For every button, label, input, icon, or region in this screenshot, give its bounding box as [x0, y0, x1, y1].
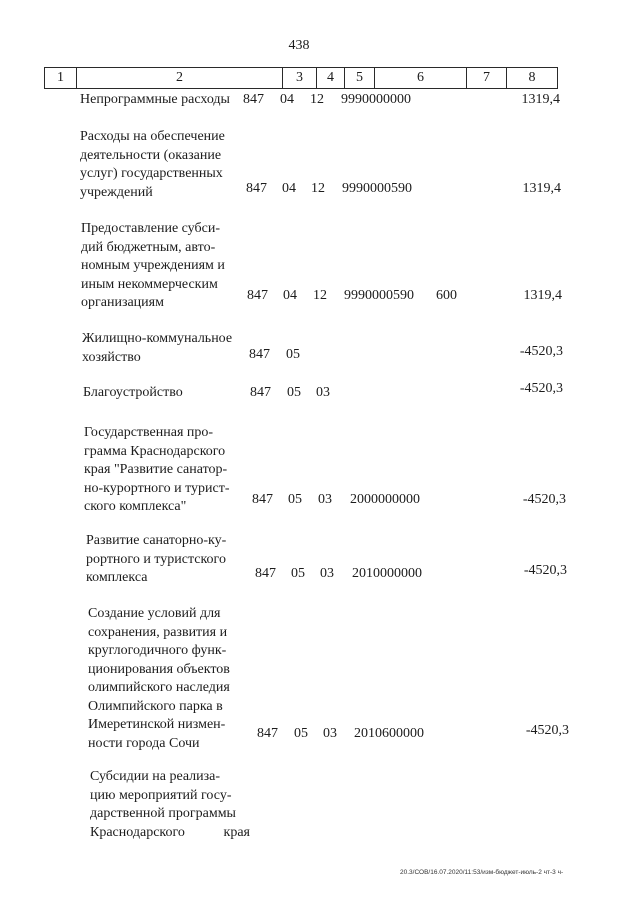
- target-code: 2010600000: [354, 726, 424, 741]
- row-name-line: Непрограммные расходы: [80, 92, 230, 107]
- ministry-code: 847: [255, 566, 276, 581]
- subsection-code: 03: [316, 385, 330, 400]
- amount: -4520,3: [522, 492, 566, 507]
- ministry-code: 847: [257, 726, 278, 741]
- expense-type-code: 600: [436, 288, 457, 303]
- row-name-line: номным учреждениям и: [81, 258, 225, 273]
- section-code: 04: [283, 288, 297, 303]
- row-name-line: ности города Сочи: [88, 735, 200, 751]
- row-name: [86, 532, 247, 588]
- target-code: 2000000000: [350, 492, 420, 507]
- target-code: 9990000590: [344, 288, 414, 303]
- row-name-line: дарственной программы: [90, 806, 236, 821]
- row-name-line: грамма Краснодарского: [84, 443, 226, 459]
- section-code: 05: [291, 566, 305, 581]
- row-name: [80, 91, 240, 110]
- footer-file-stamp: 20.3/СОВ/16.07.2020/11:53/изм-бюджет-июль-2 чт-3 ч-: [400, 869, 564, 876]
- amount: 1319,4: [523, 288, 562, 303]
- column-header-8: 8: [528, 70, 536, 85]
- row-name-line: края "Развитие санатор-: [84, 462, 228, 477]
- row-name-line: олимпийского наследия: [88, 680, 230, 695]
- column-header-3: 3: [283, 68, 317, 88]
- section-code: 05: [286, 347, 300, 362]
- section-code: 04: [280, 92, 294, 107]
- row-name-line: сохранения, развития и: [88, 624, 228, 640]
- amount: -4520,3: [519, 344, 563, 359]
- row-name-line: услуг) государственных: [80, 166, 223, 181]
- row-name-line: Имеретинской низмен-: [88, 717, 226, 732]
- row-name-line: ского комплекса": [84, 499, 187, 514]
- ministry-code: 847: [250, 385, 271, 400]
- row-name: [82, 330, 242, 367]
- ministry-code: 847: [246, 181, 267, 196]
- row-name-line: Расходы на обеспечение: [80, 129, 225, 144]
- target-code: 9990000000: [341, 92, 411, 107]
- section-code: 05: [288, 492, 302, 507]
- row-name-line: Государственная про-: [84, 425, 214, 440]
- row-name-line: дий бюджетным, авто-: [81, 239, 216, 255]
- row-name-line: круглогодичного функ-: [88, 643, 227, 658]
- row-name-line: хозяйство: [82, 349, 141, 365]
- ministry-code: 847: [252, 492, 273, 507]
- amount: -4520,3: [525, 723, 569, 738]
- section-code: 05: [294, 726, 308, 741]
- row-name-line: Развитие санаторно-ку-: [86, 533, 227, 548]
- amount: 1319,4: [522, 181, 561, 196]
- column-header-4: 4: [317, 68, 345, 88]
- row-name: [90, 768, 250, 842]
- row-name-line: учреждений: [80, 184, 153, 200]
- row-name: [81, 220, 241, 313]
- target-code: 2010000000: [352, 566, 422, 581]
- amount: -4520,3: [519, 381, 563, 396]
- ministry-code: 847: [243, 92, 264, 107]
- subsection-code: 12: [313, 288, 327, 303]
- subsection-code: 12: [311, 181, 325, 196]
- row-name-line: цию мероприятий госу-: [90, 787, 232, 803]
- row-name: [80, 128, 238, 202]
- page-number: 438: [288, 38, 310, 53]
- column-header-2: 2: [77, 68, 283, 88]
- row-name-line: организациям: [81, 295, 164, 310]
- column-header-6: 6: [375, 68, 467, 88]
- ministry-code: 847: [247, 288, 268, 303]
- target-code: 9990000590: [342, 181, 412, 196]
- row-name-line: Создание условий для: [88, 606, 221, 621]
- row-name-line: Предоставление субси-: [81, 221, 220, 236]
- column-header-7: 7: [467, 68, 507, 88]
- row-name-line: деятельности (оказание: [80, 147, 222, 163]
- section-code: 04: [282, 181, 296, 196]
- subsection-code: 03: [323, 726, 337, 741]
- column-header-row: [44, 67, 558, 89]
- row-name-line: Субсидии на реализа-: [90, 769, 221, 784]
- ministry-code: 847: [249, 347, 270, 362]
- row-name-line: комплекса: [86, 570, 148, 585]
- row-name: [83, 384, 243, 403]
- subsection-code: 12: [310, 92, 324, 107]
- subsection-code: 03: [320, 566, 334, 581]
- amount: 1319,4: [521, 92, 560, 107]
- row-name-line: Краснодарского края: [90, 824, 250, 840]
- row-name: [88, 605, 248, 753]
- row-name-line: Благоустройство: [83, 385, 183, 400]
- row-name: [84, 424, 244, 517]
- row-name-line: иным некоммерческим: [81, 276, 218, 292]
- row-name-line: ционирования объектов: [88, 661, 230, 677]
- row-name-line: но-курортного и турист-: [84, 480, 230, 496]
- row-name-line: Жилищно-коммунальное: [82, 331, 233, 346]
- row-name-line: Олимпийского парка в: [88, 698, 223, 714]
- column-header-5: 5: [345, 68, 375, 88]
- section-code: 05: [287, 385, 301, 400]
- amount: -4520,3: [523, 563, 567, 578]
- subsection-code: 03: [318, 492, 332, 507]
- row-name-line: рортного и туристского: [86, 551, 226, 567]
- column-header-1: 1: [45, 68, 77, 88]
